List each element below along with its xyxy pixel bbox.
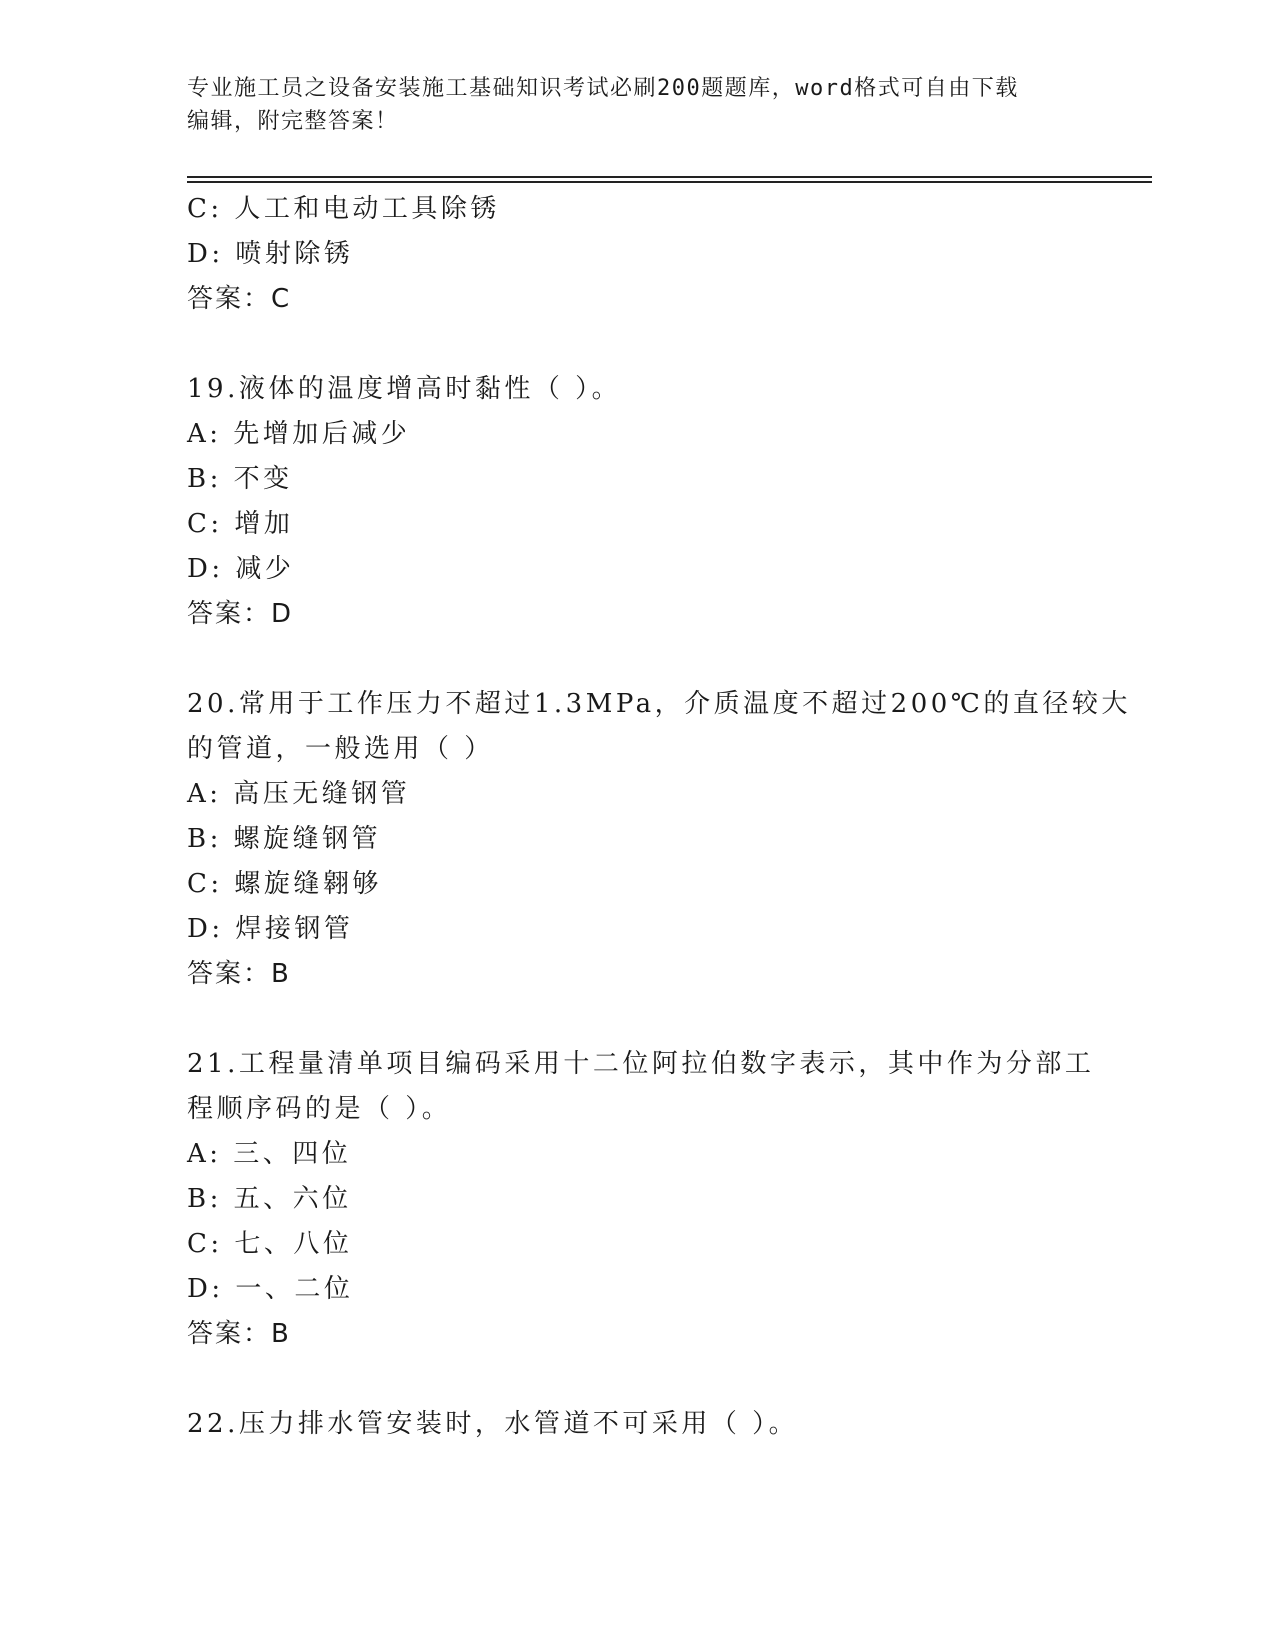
q19-option-b: B: 不变 — [187, 464, 293, 494]
q18-answer: 答案：C — [187, 284, 292, 314]
q19-option-c: C: 增加 — [187, 509, 294, 539]
q20-answer: 答案：B — [187, 959, 291, 989]
q22-stem: 22.压力排水管安装时，水管道不可采用（ ）。 — [187, 1409, 799, 1439]
q19-option-a: A: 先增加后减少 — [187, 419, 411, 449]
q18-option-c: C: 人工和电动工具除锈 — [187, 194, 500, 224]
q21-stem-line-2: 程顺序码的是（ ）。 — [187, 1094, 452, 1124]
q20-option-b: B: 螺旋缝钢管 — [187, 824, 382, 854]
q21-option-b: B: 五、六位 — [187, 1184, 352, 1214]
q19-stem: 19.液体的温度增高时黏性（ ）。 — [187, 374, 622, 404]
q19-answer: 答案：D — [187, 599, 294, 629]
header-title-line-2: 编辑，附完整答案！ — [187, 109, 399, 134]
q21-stem-line-1: 21.工程量清单项目编码采用十二位阿拉伯数字表示，其中作为分部工 — [187, 1049, 1095, 1079]
q21-option-a: A: 三、四位 — [187, 1139, 352, 1169]
q20-option-a: A: 高压无缝钢管 — [187, 779, 411, 809]
q19-option-d: D: 减少 — [187, 554, 295, 584]
q20-stem-line-2: 的管道，一般选用（ ） — [187, 734, 494, 764]
document-header — [187, 72, 1087, 138]
header-divider-top — [187, 176, 1152, 178]
q20-option-d: D: 焊接钢管 — [187, 914, 354, 944]
q21-option-c: C: 七、八位 — [187, 1229, 353, 1259]
header-divider-bottom — [187, 181, 1152, 183]
q21-option-d: D: 一、二位 — [187, 1274, 354, 1304]
q18-option-d: D: 喷射除锈 — [187, 239, 354, 269]
q21-answer: 答案：B — [187, 1319, 291, 1349]
q20-stem-line-1: 20.常用于工作压力不超过1.3MPa，介质温度不超过200℃的直径较大 — [187, 689, 1131, 719]
q20-option-c: C: 螺旋缝翱够 — [187, 869, 382, 899]
header-title-line-1: 专业施工员之设备安装施工基础知识考试必刷200题题库，word格式可自由下载 — [187, 76, 1019, 101]
